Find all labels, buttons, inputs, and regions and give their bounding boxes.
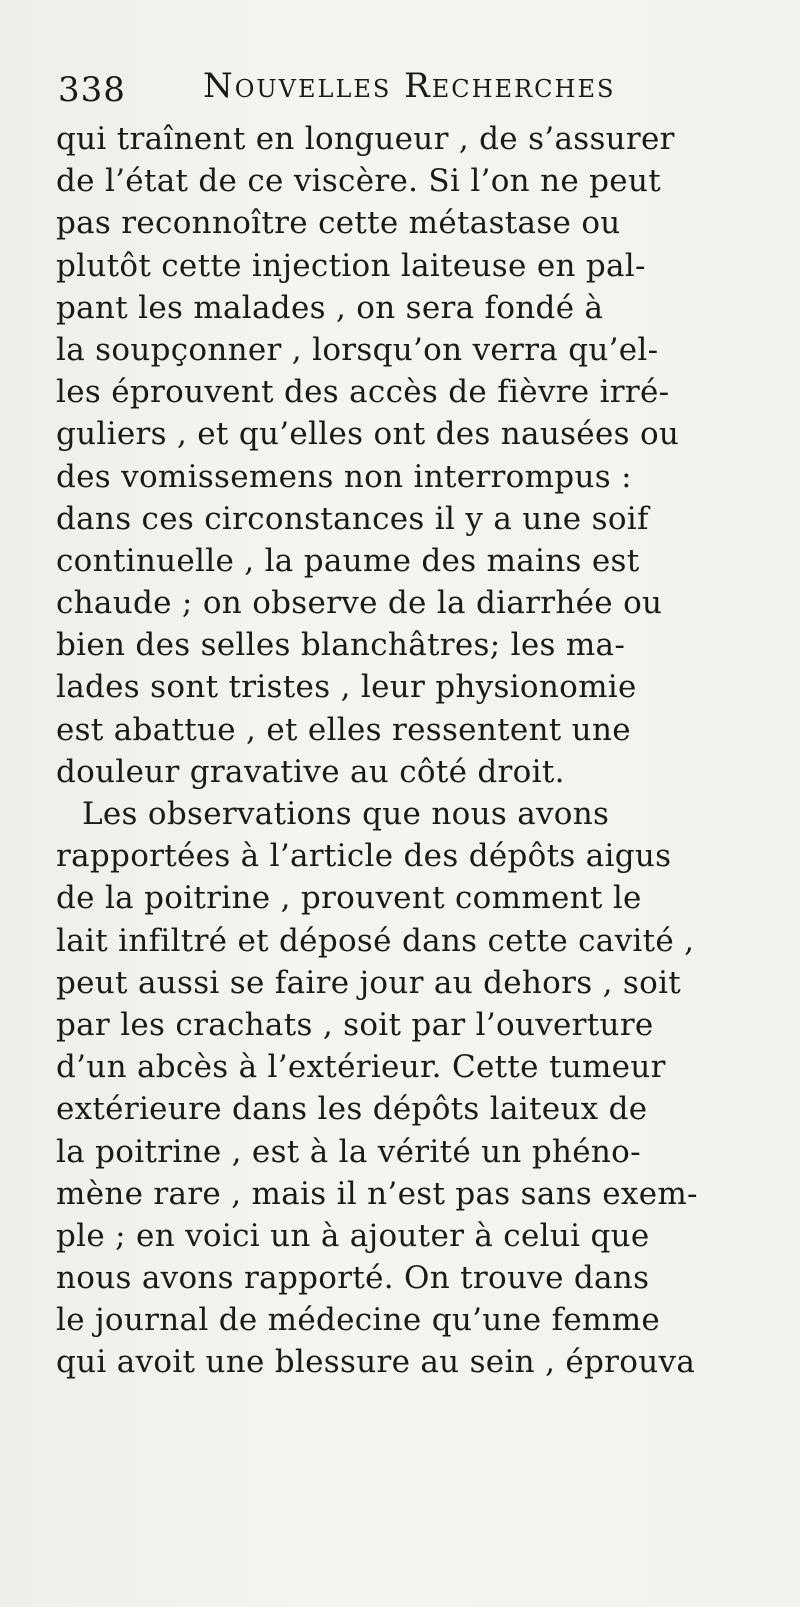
text-line: la soupçonner , lorsqu’on verra qu’el- bbox=[56, 331, 659, 368]
text-line: douleur gravative au côté droit. bbox=[56, 753, 565, 790]
text-line: chaude ; on observe de la diarrhée ou bbox=[56, 585, 663, 622]
page-header bbox=[58, 62, 758, 114]
text-line: pas reconnoître cette métastase ou bbox=[56, 205, 621, 242]
text-line: de l’état de ce viscère. Si l’on ne peut bbox=[56, 163, 661, 200]
text-line: qui traînent en longueur , de s’assurer bbox=[56, 121, 675, 157]
text-line: mène rare , mais il n’est pas sans exem- bbox=[56, 1175, 698, 1212]
running-head: Nouvelles Recherches bbox=[203, 66, 616, 106]
text-line: plutôt cette injection laiteuse en pal- bbox=[56, 247, 646, 284]
text-line: dans ces circonstances il y a une soif bbox=[56, 500, 649, 537]
text-line: qui avoit une blessure au sein , éprouva bbox=[56, 1344, 696, 1381]
text-line: nous avons rapporté. On trouve dans bbox=[56, 1260, 650, 1297]
text-line: pant les malades , on sera fondé à bbox=[56, 289, 604, 326]
paragraph-start-line: Les observations que nous avons bbox=[82, 796, 610, 832]
text-line: la poitrine , est à la vérité un phéno- bbox=[56, 1133, 641, 1170]
text-line: des vomissemens non interrompus : bbox=[56, 458, 632, 495]
text-line: de la poitrine , prouvent comment le bbox=[56, 880, 642, 917]
page-number: 338 bbox=[58, 70, 126, 110]
text-line: continuelle , la paume des mains est bbox=[56, 542, 640, 579]
text-line: par les crachats , soit par l’ouverture bbox=[56, 1006, 654, 1043]
text-line: lades sont tristes , leur physionomie bbox=[56, 669, 637, 706]
text-line: guliers , et qu’elles ont des nausées ou bbox=[56, 416, 680, 453]
text-line: peut aussi se faire jour au dehors , soit bbox=[56, 964, 682, 1001]
text-line: extérieure dans les dépôts laiteux de bbox=[56, 1091, 648, 1128]
text-line: le journal de médecine qu’une femme bbox=[56, 1302, 661, 1339]
text-line: rapportées à l’article des dépôts aigus bbox=[56, 838, 672, 875]
text-line: lait infiltré et déposé dans cette cavité , bbox=[56, 922, 695, 959]
text-line: les éprouvent des accès de fièvre irré- bbox=[56, 374, 670, 411]
text-line: ple ; en voici un à ajouter à celui que bbox=[56, 1217, 650, 1254]
text-line: est abattue , et elles ressentent une bbox=[56, 711, 631, 748]
text-line: bien des selles blanchâtres; les ma- bbox=[56, 627, 626, 664]
text-line: d’un abcès à l’extérieur. Cette tumeur bbox=[56, 1049, 666, 1086]
body-text bbox=[56, 118, 756, 1384]
